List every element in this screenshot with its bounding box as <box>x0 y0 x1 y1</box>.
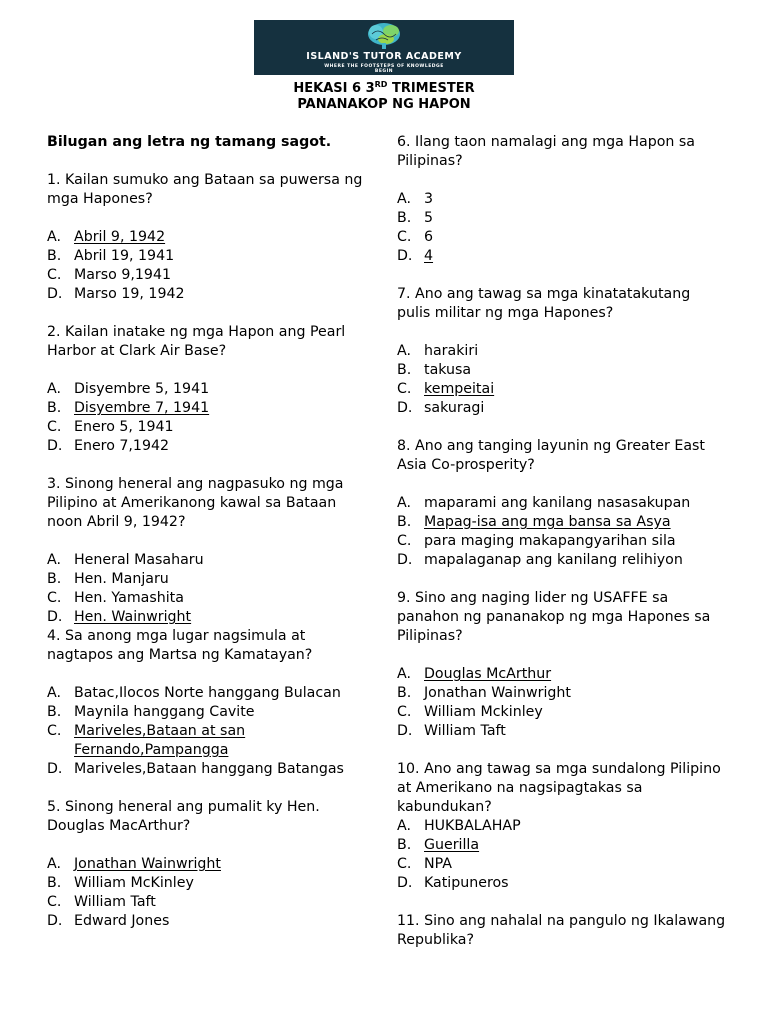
option-1c[interactable]: C. Marso 9,1941 <box>47 267 171 283</box>
brain-icon <box>366 22 402 50</box>
option-1a[interactable]: A. Abril 9, 1942 <box>47 229 166 245</box>
option-1d[interactable]: D. Marso 19, 1942 <box>47 286 185 302</box>
title-superscript: RD <box>374 80 388 89</box>
question-8: 8. Ano ang tanging layunin ng Greater East Asia Co-prosperity? <box>397 438 705 473</box>
option-2b[interactable]: B. Disyembre 7, 1941 <box>47 400 210 416</box>
option-4d[interactable]: D. Mariveles,Bataan hanggang Batangas <box>47 761 344 777</box>
option-8a[interactable]: A. maparami ang kanilang nasasakupan <box>397 495 691 511</box>
option-9a[interactable]: A. Douglas McArthur <box>397 666 552 682</box>
option-2c[interactable]: C. Enero 5, 1941 <box>47 419 174 435</box>
option-10a[interactable]: A. HUKBALAHAP <box>397 818 521 834</box>
page-subtitle: PANANAKOP NG HAPON <box>297 97 471 112</box>
question-7: 7. Ano ang tawag sa mga kinatatakutang pulis militar ng mga Hapones? <box>397 286 691 321</box>
academy-logo <box>254 20 514 75</box>
question-10: 10. Ano ang tawag sa mga sundalong Pilipino at Amerikano na nagsipagtakas sa kabundukan? <box>397 761 721 815</box>
question-11: 11. Sino ang nahalal na pangulo ng Ikalawang Republika? <box>397 913 726 948</box>
option-8b[interactable]: B. Mapag-isa ang mga bansa sa Asya <box>397 514 671 530</box>
option-8d[interactable]: D. mapalaganap ang kanilang relihiyon <box>397 552 683 568</box>
option-1b[interactable]: B. Abril 19, 1941 <box>47 248 175 264</box>
question-6: 6. Ilang taon namalagi ang mga Hapon sa Pilipinas? <box>397 134 695 169</box>
option-6b[interactable]: B. 5 <box>397 210 434 226</box>
option-3b[interactable]: B. Hen. Manjaru <box>47 571 169 587</box>
question-9: 9. Sino ang naging lider ng USAFFE sa panahon ng pananakop ng mga Hapones sa Pilipinas? <box>397 590 711 644</box>
option-10c[interactable]: C. NPA <box>397 856 452 872</box>
question-2: 2. Kailan inatake ng mga Hapon ang Pearl Harbor at Clark Air Base? <box>47 324 346 359</box>
option-6a[interactable]: A. 3 <box>397 191 434 207</box>
option-2a[interactable]: A. Disyembre 5, 1941 <box>47 381 210 397</box>
option-5a[interactable]: A. Jonathan Wainwright <box>47 856 221 872</box>
option-6d[interactable]: D. 4 <box>397 248 434 264</box>
option-7c[interactable]: C. kempeitai <box>397 381 495 397</box>
option-7b[interactable]: B. takusa <box>397 362 472 378</box>
question-4: 4. Sa anong mga lugar nagsimula at nagtapos ang Martsa ng Kamatayan? <box>47 628 313 663</box>
left-column <box>47 133 367 931</box>
option-5d[interactable]: D. Edward Jones <box>47 913 170 929</box>
option-9d[interactable]: D. William Taft <box>397 723 506 739</box>
option-5c[interactable]: C. William Taft <box>47 894 156 910</box>
option-6c[interactable]: C. 6 <box>397 229 434 245</box>
option-2d[interactable]: D. Enero 7,1942 <box>47 438 170 454</box>
option-3d[interactable]: D. Hen. Wainwright <box>47 609 192 625</box>
option-10b[interactable]: B. Guerilla <box>397 837 480 853</box>
option-4b[interactable]: B. Maynila hanggang Cavite <box>47 704 255 720</box>
title-text: HEKASI 6 3 <box>293 81 375 96</box>
option-7d[interactable]: D. sakuragi <box>397 400 485 416</box>
option-10d[interactable]: D. Katipuneros <box>397 875 509 891</box>
question-5: 5. Sinong heneral ang pumalit ky Hen. Douglas MacArthur? <box>47 799 320 834</box>
option-5b[interactable]: B. William McKinley <box>47 875 194 891</box>
option-8c[interactable]: C. para maging makapangyarihan sila <box>397 533 676 549</box>
right-column <box>397 133 727 950</box>
instruction: Bilugan ang letra ng tamang sagot. <box>47 134 332 150</box>
option-9c[interactable]: C. William Mckinley <box>397 704 543 720</box>
option-4c[interactable]: C. Mariveles,Bataan at san Fernando,Pampangga <box>47 723 246 758</box>
question-1: 1. Kailan sumuko ang Bataan sa puwersa ng mga Hapones? <box>47 172 363 207</box>
title-text-end: TRIMESTER <box>387 81 475 96</box>
option-4a[interactable]: A. Batac,Ilocos Norte hanggang Bulacan <box>47 685 341 701</box>
question-3: 3. Sinong heneral ang nagpasuko ng mga Pilipino at Amerikanong kawal sa Bataan noon Abril 9, 1942? <box>47 476 344 530</box>
logo-tagline: WHERE THE FOOTSTEPS OF KNOWLEDGE BEGIN <box>324 64 444 74</box>
logo-name: ISLAND'S TUTOR ACADEMY <box>306 51 462 62</box>
option-3a[interactable]: A. Heneral Masaharu <box>47 552 204 568</box>
option-9b[interactable]: B. Jonathan Wainwright <box>397 685 571 701</box>
option-7a[interactable]: A. harakiri <box>397 343 479 359</box>
option-3c[interactable]: C. Hen. Yamashita <box>47 590 184 606</box>
